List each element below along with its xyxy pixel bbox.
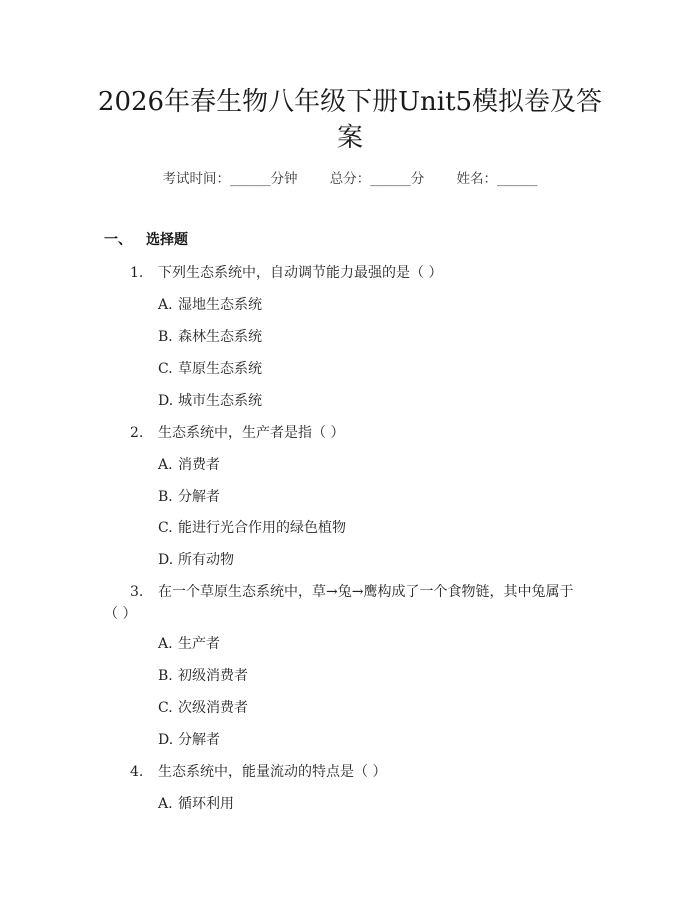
- option-key: A.: [158, 457, 173, 473]
- page-title-line1: 2026年春生物八年级下册Unit5模拟卷及答: [97, 87, 603, 117]
- question-text: 在一个草原生态系统中，草→兔→鹰构成了一个食物链，其中兔属于: [158, 584, 574, 600]
- section-number: 一、: [104, 232, 132, 248]
- question-3-option-b: [158, 665, 248, 685]
- option-key: C.: [158, 520, 173, 536]
- question-text: 生态系统中，能量流动的特点是（ ）: [158, 764, 387, 780]
- question-3: [130, 581, 573, 601]
- question-2-option-b: [158, 486, 220, 506]
- question-2-option-c: [158, 517, 346, 537]
- question-2-option-d: [158, 549, 234, 569]
- question-3-continuation: （ ）: [104, 606, 137, 622]
- option-text: 分解者: [178, 732, 220, 748]
- question-1-option-d: [158, 390, 262, 410]
- question-1-option-a: [158, 294, 262, 314]
- exam-name: 姓名：______: [456, 171, 538, 187]
- question-text: 下列生态系统中，自动调节能力最强的是（ ）: [158, 265, 443, 281]
- question-2-option-a: [158, 454, 220, 474]
- question-number: 4.: [130, 764, 144, 780]
- option-key: C.: [158, 700, 173, 716]
- exam-total-score: 总分：______分: [329, 171, 425, 187]
- option-text: 草原生态系统: [178, 361, 262, 377]
- option-text: 城市生态系统: [178, 393, 262, 409]
- exam-meta: [0, 167, 700, 187]
- question-2: [130, 422, 344, 442]
- question-1-option-c: [158, 358, 262, 378]
- option-key: B.: [158, 668, 173, 684]
- question-4-option-a: [158, 793, 234, 813]
- option-text: 循环利用: [178, 796, 234, 812]
- section-title: 选择题: [146, 232, 188, 248]
- option-text: 分解者: [178, 489, 220, 505]
- question-text: 生态系统中，生产者是指（ ）: [158, 425, 345, 441]
- option-key: A.: [158, 796, 173, 812]
- question-3-option-c: [158, 697, 248, 717]
- option-key: B.: [158, 489, 173, 505]
- option-key: D.: [158, 552, 174, 568]
- question-number: 2.: [130, 425, 144, 441]
- section-heading: [104, 229, 188, 249]
- option-text: 初级消费者: [178, 668, 248, 684]
- question-4: [130, 761, 386, 781]
- question-3-option-d: [158, 729, 220, 749]
- option-text: 次级消费者: [178, 700, 248, 716]
- option-text: 森林生态系统: [178, 329, 262, 345]
- page-title-line2: 案: [336, 123, 363, 153]
- question-number: 1.: [130, 265, 144, 281]
- option-text: 生产者: [178, 636, 220, 652]
- question-3-option-a: [158, 633, 220, 653]
- question-1-option-b: [158, 326, 262, 346]
- option-key: B.: [158, 329, 173, 345]
- exam-time: 考试时间：______分钟: [162, 171, 298, 187]
- option-key: A.: [158, 297, 173, 313]
- option-text: 湿地生态系统: [178, 297, 262, 313]
- option-text: 所有动物: [178, 552, 234, 568]
- option-text: 消费者: [178, 457, 220, 473]
- option-key: D.: [158, 732, 174, 748]
- option-key: D.: [158, 393, 174, 409]
- question-number: 3.: [130, 584, 144, 600]
- option-text: 能进行光合作用的绿色植物: [178, 520, 346, 536]
- question-1: [130, 262, 442, 282]
- option-key: C.: [158, 361, 173, 377]
- option-key: A.: [158, 636, 173, 652]
